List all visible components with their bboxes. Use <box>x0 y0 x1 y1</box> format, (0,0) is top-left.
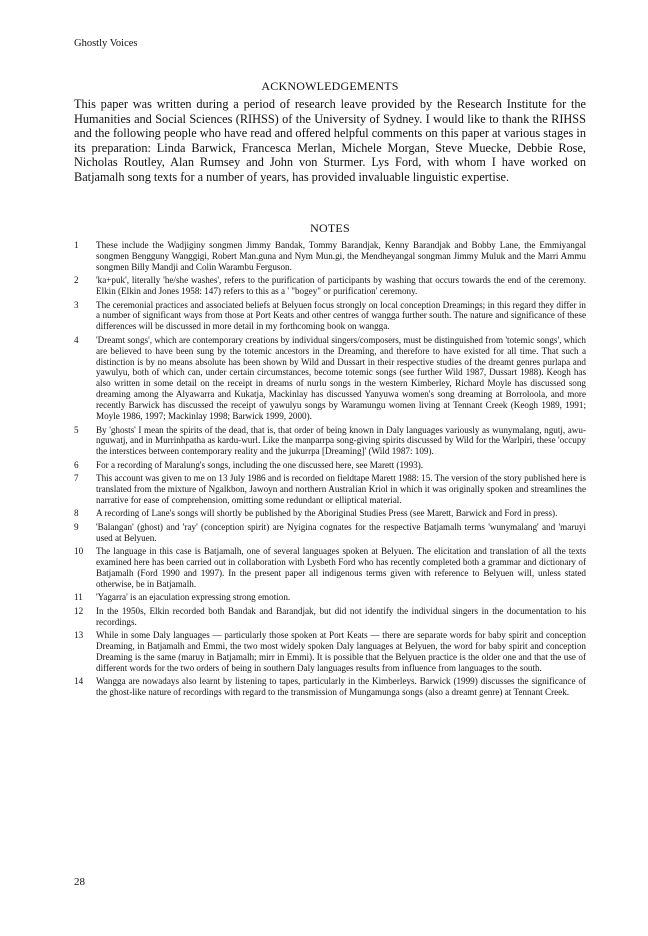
note-item <box>74 275 586 297</box>
note-text: This account was given to me on 13 July 1986 and is recorded on fieldtape Marett 1988: 15. The version of the story published here is translated from the mixture of Ngalkbon, Jawoyn and northern Australian Kriol in which it was originally spoken and streamlines the narrative for ease of comprehension, omitting some redundant or elliptical material. <box>96 473 586 505</box>
page-number: 28 <box>74 876 85 888</box>
running-head: Ghostly Voices <box>74 38 138 49</box>
note-text: A recording of Lane's songs will shortly be published by the Aboriginal Studies Press (see Marett, Barwick and Ford in press). <box>96 508 558 519</box>
note-text: Wangga are nowadays also learnt by listening to tapes, particularly in the Kimberleys. Barwick (1999) discusses the significance of the ghost-like nature of recordings with regard to the transmission of Mungamunga songs (also a dreamt genre) at Tennant Creek. <box>96 676 586 697</box>
note-number: 10 <box>74 546 84 557</box>
note-item <box>74 522 586 544</box>
note-text: 'Yagarra' is an ejaculation expressing strong emotion. <box>96 592 291 603</box>
note-item <box>74 630 586 674</box>
note-item <box>74 592 586 603</box>
note-text: These include the Wadjiginy songmen Jimmy Bandak, Tommy Barandjak, Kenny Barandjak and Bobby Lane, the Emmiyangal songmen Bengguny Wanggigi, Robert Man.guna and Nym Mun.gi, the Mendheyangal songman Jimmy Muluk and the Marri Ammu songmen Billy Mandji and Colin Warambu Ferguson. <box>96 240 586 272</box>
notes-heading: NOTES <box>310 221 350 235</box>
note-text: 'ka+puk', literally 'he/she washes', refers to the purification of participants by washing that occurs towards the end of the ceremony. Elkin (Elkin and Jones 1958: 147) refers to this as a ' "bogey" or purification' ceremony. <box>96 275 586 297</box>
note-item <box>74 335 586 422</box>
note-number: 3 <box>74 299 79 310</box>
note-text: The ceremonial practices and associated beliefs at Belyuen focus strongly on local conception Dreamings; in this regard they differ in a number of significant ways from those at Port Keats and other centres of wangga further south. The nature and significance of these differences will be discussed in more detail in my forthcoming book on wangga. <box>96 299 586 332</box>
acknowledgements-heading: ACKNOWLEDGEMENTS <box>261 79 399 93</box>
note-number: 8 <box>74 508 79 519</box>
notes-list <box>74 240 586 700</box>
acknowledgements-paragraph: This paper was written during a period of research leave provided by the Research Institute for the Humanities and Social Sciences (RIHSS) of the University of Sydney. I would like to thank the RIHSS and the following people who have read and offered helpful comments on this paper at various stages in its preparation: Linda Barwick, Francesca Merlan, Michele Morgan, Steve Muecke, Debbie Rose, Nicholas Routley, Alan Rumsey and John von Sturmer. Lys Ford, with whom I have worked on Batjamalh song texts for a number of years, has provided invaluable linguistic expertise. <box>74 97 586 184</box>
note-item <box>74 473 586 506</box>
note-item <box>74 606 586 628</box>
note-text: While in some Daly languages — particularly those spoken at Port Keats — there are separate words for baby spirit and conception Dreaming, in Batjamalh and Emmi, the two most widely spoken Daly languages at Belyuen, the word for baby spirit and conception Dreaming is the same (maruy in Batjamalh; mirr in Emmi). It is possible that the Belyuen practice is the older one and that the use of different words for the two orders of being in southern Daly languages results from influence from languages to the south. <box>96 629 586 673</box>
note-number: 5 <box>74 424 79 435</box>
note-text: In the 1950s, Elkin recorded both Bandak and Barandjak, but did not identify the individual singers in the documentation to his recordings. <box>96 605 586 627</box>
note-number: 1 <box>74 240 79 250</box>
note-number: 12 <box>74 605 84 616</box>
note-number: 7 <box>74 473 79 484</box>
note-text: For a recording of Maralung's songs, including the one discussed here, see Marett (1993). <box>96 459 424 470</box>
note-item <box>74 240 586 273</box>
note-item <box>74 460 586 471</box>
note-item <box>74 508 586 519</box>
note-number: 11 <box>74 592 83 603</box>
note-number: 4 <box>74 334 79 345</box>
note-item <box>74 425 586 458</box>
note-text: 'Balangan' (ghost) and 'ray' (conception spirit) are Nyigina cognates for the respective Batjamalh terms 'wunymalang' and 'maruyi used at Belyuen. <box>96 521 586 543</box>
note-text: 'Dreamt songs', which are contemporary creations by individual singers/composers, must be distinguished from 'totemic songs', which are believed to have been sung by the totemic ancestors in the Dreaming, and therefore to have existed for all time. That such a distinction is by no means absolute has been shown by Wild and Dussart in their respective studies of the dreamt genres purlapa and yawulyu, both of which can, under certain circumstances, become totemic songs (see further Wild 1987, Dussart 1988). Keogh has also written in some detail on the receipt in dreams of nurlu songs in the western Kimberley, Richard Moyle has discussed song dreaming among the Alyawarra and Kukatja, Mackinlay has discussed Yanyuwa women's song dreaming at Borroloola, and more recently Barwick has discussed the receipt of yawulyu songs by Waramungu women living at Tennant Creek (Keogh 1989, 1991; Moyle 1986, 1997; Mackinlay 1998; Barwick 1999, 2000). <box>96 334 586 422</box>
note-text: By 'ghosts' I mean the spirits of the dead, that is, that order of being known in Daly languages variously as wunymalang, ngutj, awu-nguwatj, and in Murrinhpatha as kardu-wurl. Like the manparrpa song-giving spirits discussed by Wild for the Warlpiri, these 'occupy the interstices between contemporary reality and the jukurrpa [Dreaming]' (Wild 1987: 109). <box>96 424 586 457</box>
note-item <box>74 676 586 698</box>
note-item <box>74 300 586 333</box>
note-number: 6 <box>74 459 79 470</box>
note-text: The language in this case is Batjamalh, one of several languages spoken at Belyuen. The elicitation and translation of all the texts examined here has been carried out in collaboration with Lysbeth Ford who has recently completed both a grammar and dictionary of Batjamalh (Ford 1990 and 1997). In the present paper all indigenous terms given with reference to Belyuen will, unless stated otherwise, be in Batjamalh. <box>96 546 586 589</box>
note-number: 14 <box>74 676 84 687</box>
note-item <box>74 546 586 590</box>
note-number: 2 <box>74 275 79 286</box>
note-number: 9 <box>74 521 79 532</box>
note-number: 13 <box>74 629 84 640</box>
